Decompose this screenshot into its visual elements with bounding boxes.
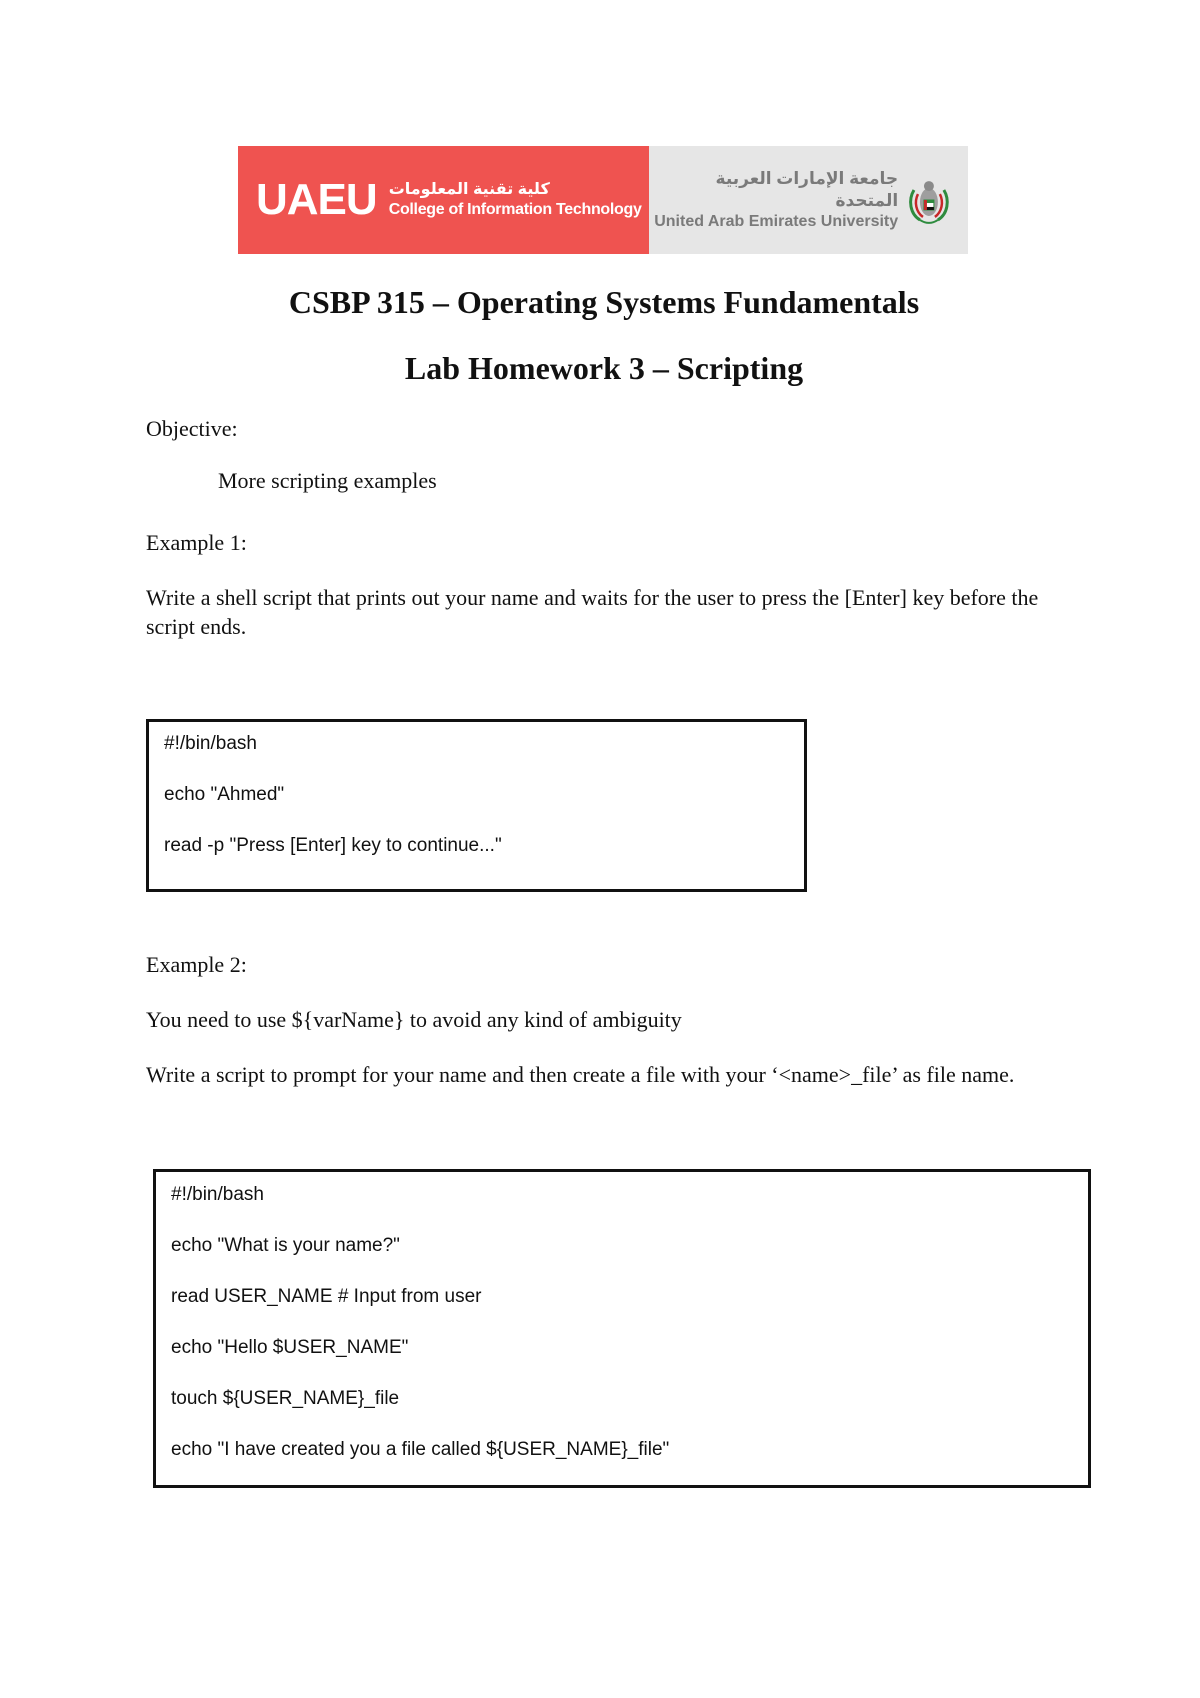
- code-line: read USER_NAME # Input from user: [171, 1286, 482, 1307]
- course-title: CSBP 315 – Operating Systems Fundamentals: [288, 284, 920, 320]
- code-line: echo "I have created you a file called ${USER_NAME}_file": [171, 1439, 670, 1460]
- example-2-label: Example 2:: [146, 952, 247, 977]
- university-logo-banner: [238, 146, 968, 254]
- objective-text: More scripting examples: [218, 468, 437, 493]
- example-2-note: You need to use ${varName} to avoid any kind of ambiguity: [146, 1007, 682, 1032]
- college-name: [389, 180, 642, 220]
- university-name: [649, 168, 898, 233]
- college-name-english: College of Information Technology: [388, 201, 642, 218]
- university-logo: [649, 146, 968, 254]
- example-1-description: Write a shell script that prints out your name and waits for the user to press the [Enter] key before the script ends.: [146, 585, 1039, 639]
- university-name-english: United Arab Emirates University: [654, 212, 899, 230]
- code-line: read -p "Press [Enter] key to continue...": [164, 835, 502, 856]
- code-line: touch ${USER_NAME}_file: [171, 1388, 400, 1409]
- example-1-label: Example 1:: [146, 530, 247, 555]
- college-logo: [238, 146, 649, 254]
- university-name-arabic: جامعة الإمارات العربية المتحدة: [715, 168, 899, 210]
- example-1-code-box: [146, 719, 807, 892]
- objective-label: Objective:: [146, 416, 238, 441]
- homework-title: Lab Homework 3 – Scripting: [404, 350, 804, 386]
- example-2-code-box: [153, 1169, 1091, 1488]
- code-line: echo "Ahmed": [164, 784, 285, 805]
- example-2-description: Write a script to prompt for your name and then create a file with your ‘<name>_file’ as file name.: [146, 1062, 1015, 1087]
- falcon-emblem-icon: [906, 174, 952, 226]
- code-line: echo "Hello $USER_NAME": [171, 1337, 409, 1358]
- code-line: #!/bin/bash: [164, 733, 257, 754]
- uaeu-wordmark: UAEU: [256, 175, 377, 224]
- college-name-arabic: كلية تقنية المعلومات: [388, 181, 550, 198]
- code-line: #!/bin/bash: [171, 1184, 264, 1205]
- code-line: echo "What is your name?": [171, 1235, 400, 1256]
